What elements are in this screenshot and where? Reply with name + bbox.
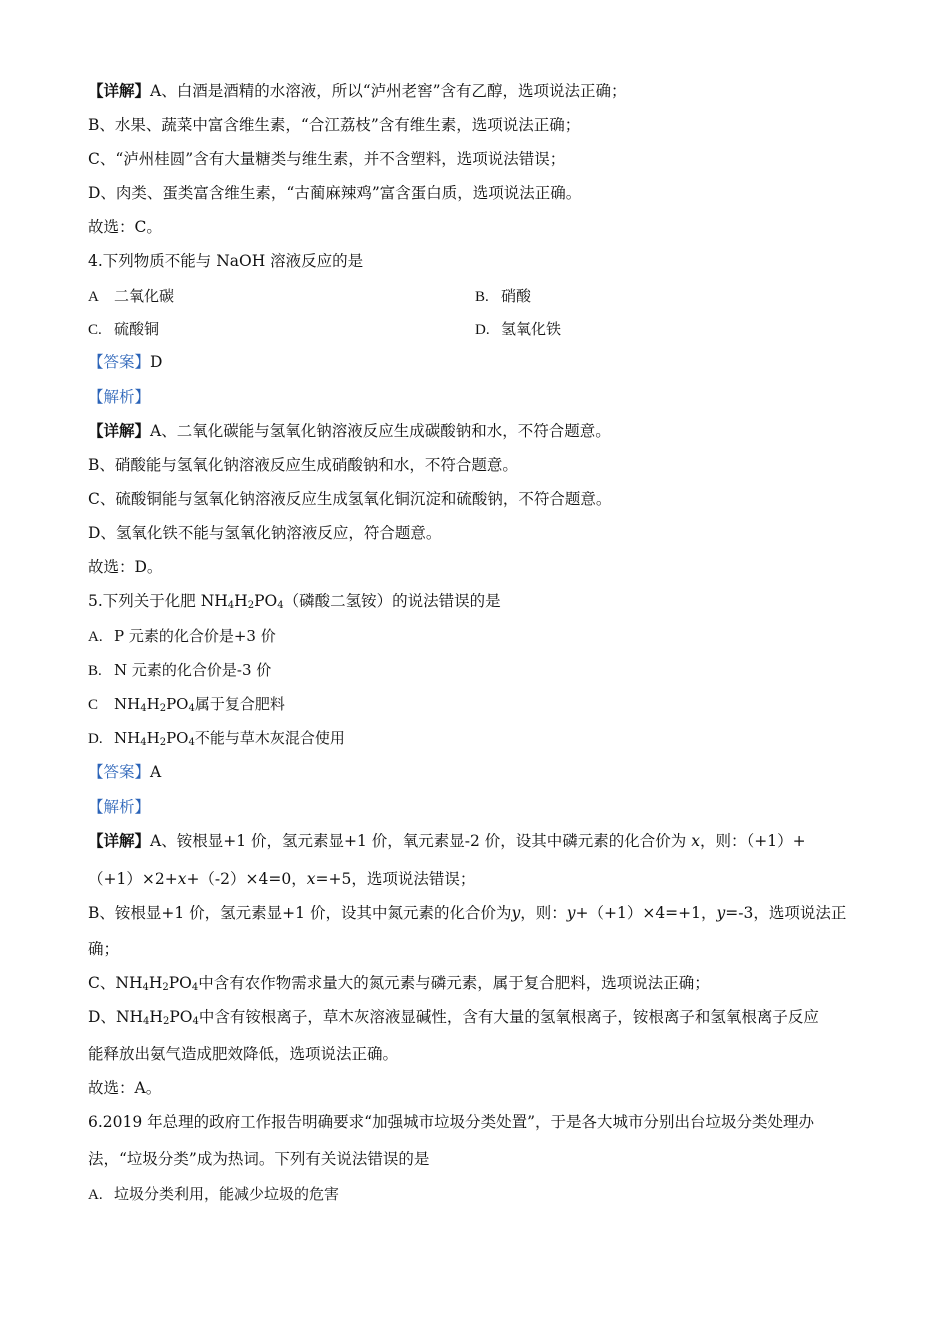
q5-detail-a-2: （+1）×2+x+（-2）×4=0，x=+5，选项说法错误；	[88, 870, 476, 888]
prev-choose: 故选：C。	[88, 218, 162, 236]
q4-detail-b: B、硝酸能与氢氧化钠溶液反应生成硝酸钠和水，不符合题意。	[88, 456, 518, 474]
prev-detail-b: B、水果、蔬菜中富含维生素，“合江荔枝”含有维生素，选项说法正确；	[88, 116, 581, 134]
q4-option-a: A 二氧化碳	[88, 287, 175, 305]
q5-answer: 【答案】A	[88, 763, 162, 781]
q5-option-b: B. N 元素的化合价是-3 价	[88, 661, 272, 679]
prev-detail-c: C、“泸州桂圆”含有大量糖类与维生素，并不含塑料，选项说法错误；	[88, 150, 566, 168]
prev-detail-a: 【详解】A、白酒是酒精的水溶液，所以“泸州老窖”含有乙醇，选项说法正确；	[88, 81, 627, 100]
q5-option-d: D. $NH_4H_2PO_4$不能与草木灰混合使用	[88, 729, 345, 748]
q4-detail-a: 【详解】A、二氧化碳能与氢氧化钠溶液反应生成碳酸钠和水，不符合题意。	[88, 421, 611, 440]
q6-stem-2: 法，“垃圾分类”成为热词。下列有关说法错误的是	[88, 1150, 430, 1168]
q5-detail-d-2: 能释放出氨气造成肥效降低，选项说法正确。	[88, 1045, 399, 1063]
q5-stem: 5.下列关于化肥 $NH_4H_2PO_4$（磷酸二氢铵）的说法错误的是	[88, 592, 501, 611]
q6-option-a: A. 垃圾分类利用，能减少垃圾的危害	[88, 1185, 340, 1203]
q5-choose: 故选：A。	[88, 1079, 162, 1097]
q5-detail-c: C、$NH_4H_2PO_4$中含有农作物需求量大的氮元素与磷元素，属于复合肥料，选项说法正确；	[88, 974, 710, 993]
q4-option-b: B. 硝酸	[475, 287, 532, 305]
q4-detail-d: D、氢氧化铁不能与氢氧化钠溶液反应，符合题意。	[88, 524, 442, 542]
q6-stem-1: 6.2019 年总理的政府工作报告明确要求“加强城市垃圾分类处置”，于是各大城市分别出台垃圾分类处理办	[88, 1113, 815, 1131]
q5-detail-d-1: D、$NH_4H_2PO_4$中含有铵根离子，草木灰溶液显碱性，含有大量的氢氧根离子，铵根离子和氢氧根离子反应	[88, 1008, 819, 1027]
q5-option-a: A. P 元素的化合价是+3 价	[88, 627, 276, 645]
q5-option-c: C $NH_4H_2PO_4$属于复合肥料	[88, 695, 285, 714]
q4-analysis-tag: 【解析】	[88, 388, 151, 406]
q5-detail-b-1: B、铵根显+1 价，氢元素显+1 价，设其中氮元素的化合价为y，则：y+（+1）×4=+1，y=-3，选项说法正	[88, 904, 847, 922]
q4-answer: 【答案】D	[88, 353, 163, 371]
q4-option-d: D. 氢氧化铁	[475, 320, 562, 338]
q4-choose: 故选：D。	[88, 558, 163, 576]
q4-detail-c: C、硫酸铜能与氢氧化钠溶液反应生成氢氧化铜沉淀和硫酸钠，不符合题意。	[88, 490, 612, 508]
q5-detail-b-2: 确；	[88, 940, 120, 958]
q4-stem: 4.下列物质不能与 NaOH 溶液反应的是	[88, 252, 364, 270]
q5-analysis-tag: 【解析】	[88, 798, 151, 816]
prev-detail-d: D、肉类、蛋类富含维生素，“古蔺麻辣鸡”富含蛋白质，选项说法正确。	[88, 184, 582, 202]
q4-option-c: C. 硫酸铜	[88, 320, 160, 338]
q5-detail-a-1: 【详解】A、铵根显+1 价，氢元素显+1 价，氧元素显-2 价，设其中磷元素的化合价为 x，则：（+1）+	[88, 831, 806, 850]
